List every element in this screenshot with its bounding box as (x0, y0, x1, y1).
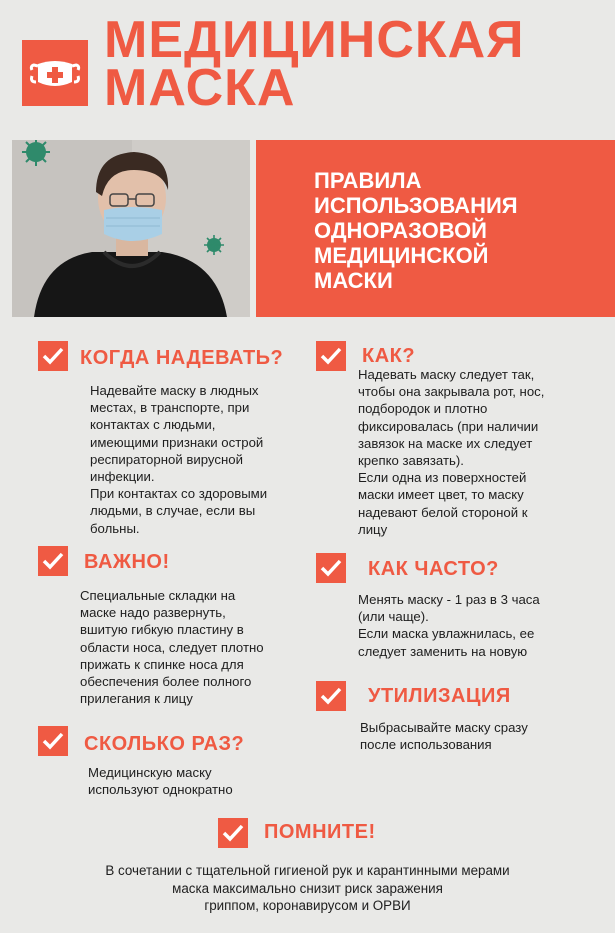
text-line: вшитую гибкую пластину в (80, 622, 244, 638)
text-line: маски имеет цвет, то маску (358, 487, 524, 503)
checkmark-icon (38, 341, 68, 371)
section-often-body (358, 591, 608, 660)
text-line: имеющими признаки острой (90, 434, 264, 450)
text-line: маске надо развернуть, (80, 605, 226, 621)
section-disposal-body (360, 719, 600, 753)
section-heading: ПОМНИТЕ! (264, 821, 376, 843)
checkmark-icon (218, 818, 248, 848)
text-line: фиксировалась (при наличии (358, 418, 539, 434)
checkmark-box (38, 546, 68, 576)
text-line: крепко завязать). (358, 453, 464, 469)
text-line: Выбрасывайте маску сразу (360, 720, 528, 735)
text-line: (или чаще). (358, 609, 429, 625)
text-line: прижать к спинке носа для (80, 656, 244, 672)
virus-icon (204, 235, 224, 255)
section-heading: КОГДА НАДЕВАТЬ? (80, 347, 284, 369)
page-title-line-1: МЕДИЦИНСКАЯ (104, 11, 525, 69)
checkmark-icon (316, 553, 346, 583)
text-line: респираторной вирусной (90, 451, 243, 467)
footer-note (30, 862, 585, 915)
section-times-body (88, 764, 308, 798)
checkmark-icon (316, 341, 346, 371)
page-title-line-2: МАСКА (104, 59, 296, 117)
text-line: При контактах со здоровыми (90, 486, 268, 502)
text-line: гриппом, коронавирусом и ОРВИ (204, 898, 411, 913)
section-heading: КАК? (362, 345, 416, 367)
text-line: В сочетании с тщательной гигиеной рук и карантинными мерами (105, 863, 510, 878)
banner-text (314, 168, 604, 293)
section-heading: СКОЛЬКО РАЗ? (84, 733, 245, 755)
checkmark-box (316, 341, 346, 371)
text-line: следует заменить на новую (358, 643, 528, 659)
text-line: маска максимально снизит риск заражения (172, 880, 443, 896)
checkmark-box (38, 726, 68, 756)
checkmark-icon (38, 726, 68, 756)
text-line: инфекции. (90, 469, 155, 485)
text-line: Надевайте маску в людных (90, 383, 259, 398)
checkmark-icon (38, 546, 68, 576)
checkmark-box (316, 681, 346, 711)
text-line: контактах с людьми, (90, 417, 216, 433)
text-line: Менять маску - 1 раз в 3 часа (358, 592, 540, 607)
text-line: прилегания к лицу (80, 691, 193, 707)
section-how-body (358, 366, 608, 538)
checkmark-box (38, 341, 68, 371)
banner-line: ПРАВИЛА (314, 168, 422, 193)
text-line: области носа, следует плотно (80, 639, 264, 655)
text-line: Если маска увлажнилась, ее (358, 626, 535, 642)
text-line: Если одна из поверхностей (358, 470, 527, 486)
checkmark-box (218, 818, 248, 848)
text-line: людьми, в случае, если вы (90, 503, 256, 519)
text-line: лицу (358, 521, 388, 537)
rules-banner (256, 140, 615, 317)
text-line: чтобы она закрывала рот, нос, (358, 384, 545, 400)
section-heading: ВАЖНО! (84, 551, 170, 573)
text-line: больны. (90, 520, 140, 536)
text-line: подбородок и плотно (358, 401, 488, 417)
section-important-body (80, 587, 310, 707)
section-heading: УТИЛИЗАЦИЯ (368, 685, 511, 707)
banner-line: ИСПОЛЬЗОВАНИЯ (314, 193, 518, 218)
medical-mask-icon (22, 40, 88, 106)
text-line: надевают белой стороной к (358, 504, 528, 520)
text-line: обеспечения более полного (80, 674, 252, 690)
text-line: Специальные складки на (80, 588, 236, 603)
medical-mask-logo (22, 40, 88, 106)
section-when-body (90, 382, 310, 537)
person-in-mask-photo (12, 140, 250, 317)
checkmark-icon (316, 681, 346, 711)
text-line: завязок на маске их следует (358, 435, 533, 451)
page-title (104, 11, 604, 117)
banner-line: МАСКИ (314, 268, 393, 293)
checkmark-box (316, 553, 346, 583)
text-line: используют однократно (88, 782, 233, 798)
text-line: местах, в транспорте, при (90, 400, 250, 416)
text-line: после использования (360, 737, 492, 753)
banner-line: ОДНОРАЗОВОЙ (314, 218, 487, 243)
banner-line: МЕДИЦИНСКОЙ (314, 243, 489, 268)
text-line: Надевать маску следует так, (358, 367, 535, 382)
text-line: Медицинскую маску (88, 765, 212, 780)
section-heading: КАК ЧАСТО? (368, 558, 499, 580)
